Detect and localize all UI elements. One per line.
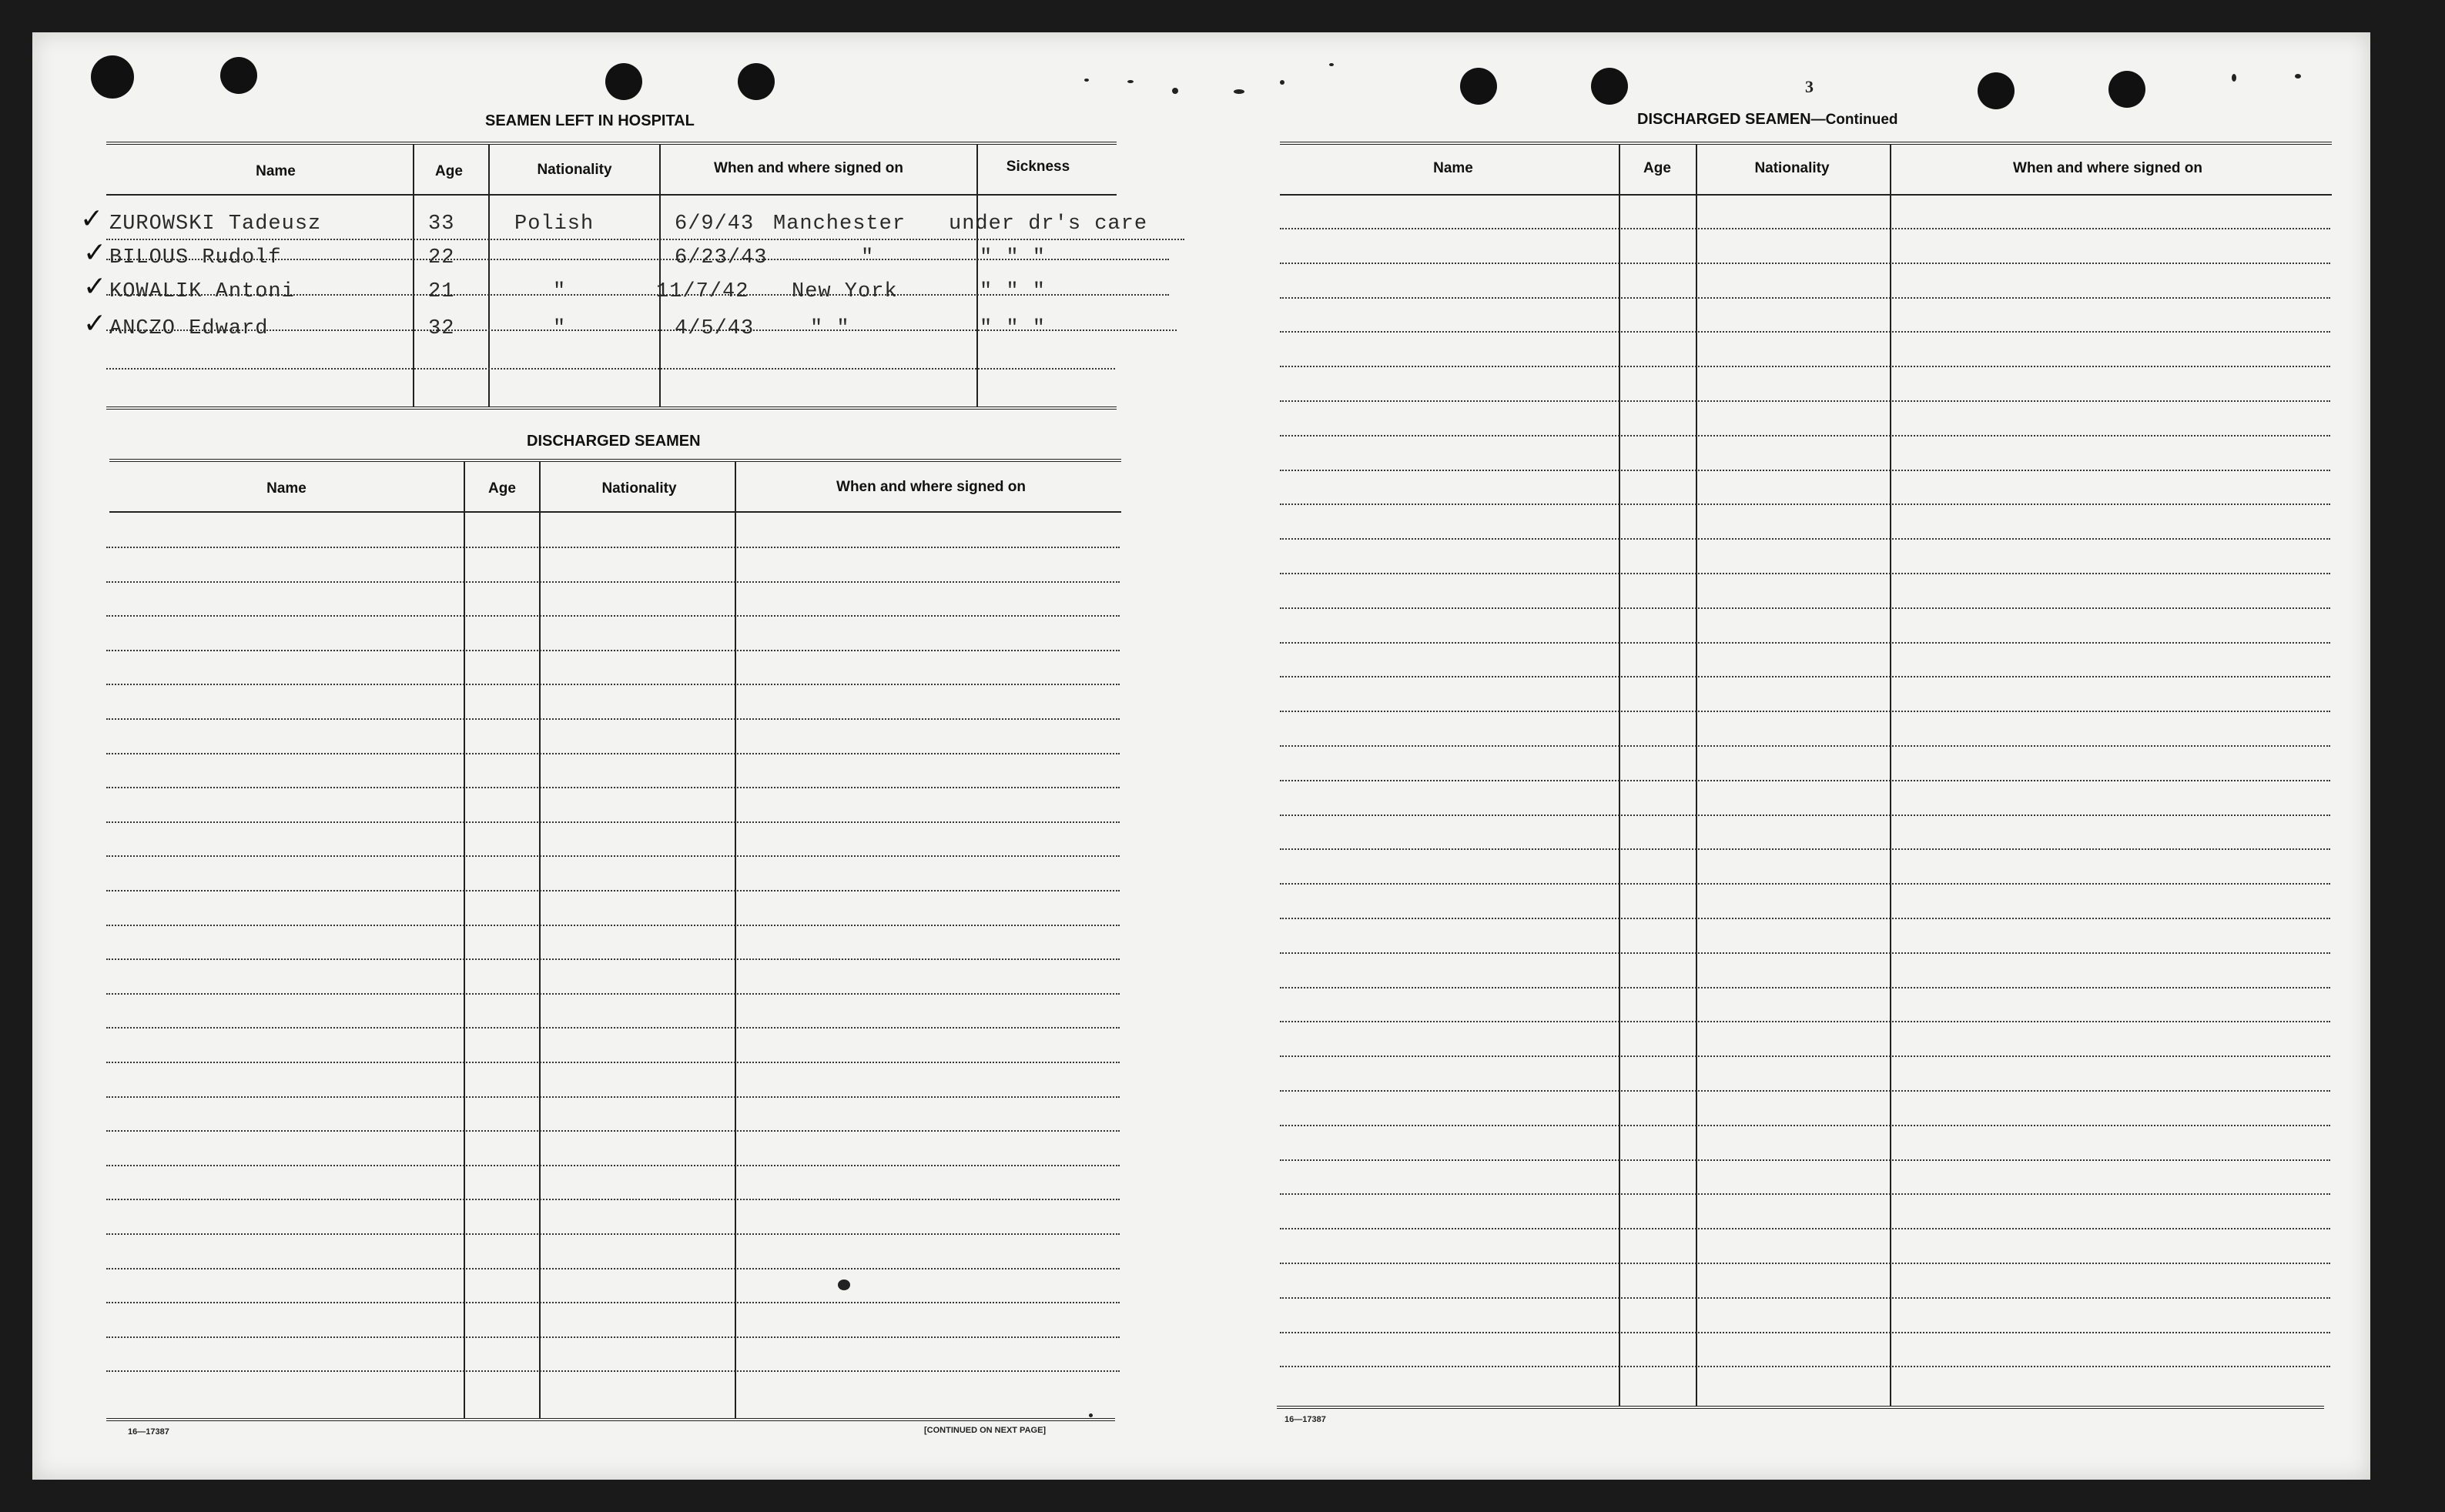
right-header-nationality: Nationality [1754, 160, 1830, 176]
blank-row-line [106, 615, 1120, 617]
hospital-row-sickness: " " " [980, 280, 1047, 303]
page-number: 3 [1805, 77, 1814, 96]
ink-speck [2232, 74, 2236, 82]
ink-speck [1329, 63, 1334, 66]
hospital-row-age: 33 [428, 212, 455, 236]
blank-row-line [1280, 1297, 2330, 1299]
hospital-header-age: Age [435, 163, 463, 179]
hospital-row-signed-place: " [861, 246, 875, 269]
hospital-row-name: ANCZO Edward [109, 317, 269, 340]
discharged-header-signed-on: When and where signed on [836, 479, 1026, 495]
blank-row-line [106, 855, 1120, 857]
blank-row-line [1280, 987, 2330, 988]
blank-row-line [106, 958, 1120, 960]
hospital-col-divider [413, 145, 414, 406]
document-sheet [32, 32, 2370, 1480]
blank-row-line [106, 684, 1120, 685]
blank-row-line [1280, 918, 2330, 919]
blank-row-line [106, 1233, 1120, 1235]
discharged-header-name: Name [266, 480, 306, 497]
blank-row-line [106, 1336, 1120, 1338]
hospital-row-line [106, 368, 1115, 370]
discharged-header-bottom-rule [109, 511, 1121, 513]
blank-row-line [1280, 573, 2330, 574]
hospital-row-sickness: " " " [980, 317, 1047, 340]
discharged-section-title: DISCHARGED SEAMEN [527, 433, 701, 450]
discharged-header-nationality: Nationality [601, 480, 677, 497]
blank-row-line [1280, 1090, 2330, 1092]
discharged-table-top-rule [109, 459, 1121, 462]
hospital-row-name: KOWALIK Antoni [109, 280, 295, 303]
blank-row-line [1280, 815, 2330, 816]
blank-row-line [1280, 400, 2330, 402]
discharged-col-divider [735, 462, 736, 1418]
blank-row-line [1280, 435, 2330, 437]
hospital-section-title: SEAMEN LEFT IN HOSPITAL [485, 112, 695, 129]
blank-row-line [106, 1096, 1120, 1098]
blank-row-line [1280, 676, 2330, 677]
punch-hole [220, 57, 257, 94]
checkmark-icon: ✓ [83, 237, 107, 269]
discharged-col-divider [464, 462, 465, 1418]
discharged-continued-title-main: DISCHARGED SEAMEN [1637, 111, 1811, 128]
discharged-col-divider [539, 462, 541, 1418]
hospital-row-signed-date: 6/23/43 [675, 246, 768, 269]
ink-speck [2295, 74, 2301, 79]
discharged-table-bottom-rule [106, 1418, 1115, 1421]
hospital-row-age: 32 [428, 317, 455, 340]
right-table-bottom-rule [1277, 1406, 2324, 1409]
blank-row-line [1280, 1332, 2330, 1333]
punch-hole [1460, 68, 1497, 105]
blank-row-line [1280, 297, 2330, 299]
blank-row-line [1280, 745, 2330, 747]
ink-speck [1172, 88, 1178, 94]
punch-hole [1591, 68, 1628, 105]
hospital-header-bottom-rule [106, 194, 1117, 196]
hospital-row-nationality: " [553, 280, 567, 303]
blank-row-line [106, 718, 1120, 720]
right-header-signed-on: When and where signed on [2013, 160, 2202, 176]
ink-speck [1127, 80, 1134, 83]
blank-row-line [1280, 1366, 2330, 1367]
blank-row-line [106, 890, 1120, 891]
blank-row-line [106, 993, 1120, 995]
blank-row-line [1280, 1193, 2330, 1195]
checkmark-icon: ✓ [80, 203, 104, 235]
punch-hole [605, 63, 642, 100]
form-number: 16—17387 [1284, 1415, 1326, 1424]
hospital-col-divider [976, 145, 978, 406]
hospital-row-signed-place: New York [792, 280, 898, 303]
ink-speck [838, 1280, 850, 1290]
right-col-divider [1619, 145, 1620, 1406]
discharged-continued-title [1637, 111, 1898, 129]
blank-row-line [1280, 1228, 2330, 1229]
punch-hole [1978, 72, 2015, 109]
checkmark-icon: ✓ [83, 271, 107, 303]
ink-speck [1234, 89, 1244, 94]
punch-hole [2108, 71, 2145, 108]
blank-row-line [106, 1130, 1120, 1132]
blank-row-line [106, 1268, 1120, 1269]
blank-row-line [106, 1199, 1120, 1200]
form-number: 16—17387 [128, 1427, 169, 1437]
blank-row-line [1280, 952, 2330, 954]
blank-row-line [1280, 642, 2330, 644]
right-table-top-rule [1280, 142, 2332, 145]
hospital-header-nationality: Nationality [537, 162, 612, 178]
right-col-divider [1696, 145, 1697, 1406]
hospital-header-signed-on: When and where signed on [714, 160, 903, 176]
blank-row-line [106, 581, 1120, 583]
blank-row-line [1280, 366, 2330, 367]
hospital-row-signed-date: 11/7/42 [656, 280, 749, 303]
hospital-row-signed-place: Manchester [773, 212, 906, 236]
blank-row-line [1280, 263, 2330, 264]
blank-row-line [1280, 848, 2330, 850]
blank-row-line [1280, 503, 2330, 505]
hospital-row-nationality: " [553, 317, 567, 340]
discharged-continued-title-suffix: —Continued [1810, 112, 1898, 128]
ink-speck [1089, 1413, 1093, 1417]
punch-hole [738, 63, 775, 100]
blank-row-line [106, 1302, 1120, 1303]
right-col-divider [1890, 145, 1891, 1406]
punch-hole [91, 55, 134, 99]
blank-row-line [106, 1165, 1120, 1166]
hospital-row-line [106, 239, 1184, 240]
blank-row-line [106, 1027, 1120, 1029]
blank-row-line [1280, 228, 2330, 229]
hospital-header-name: Name [256, 163, 296, 179]
blank-row-line [1280, 607, 2330, 609]
hospital-col-divider [488, 145, 490, 406]
hospital-row-signed-date: 6/9/43 [675, 212, 755, 236]
blank-row-line [106, 1062, 1120, 1063]
hospital-row-age: 21 [428, 280, 455, 303]
blank-row-line [1280, 1263, 2330, 1264]
blank-row-line [1280, 538, 2330, 540]
blank-row-line [1280, 331, 2330, 333]
blank-row-line [106, 650, 1120, 651]
hospital-row-sickness: under dr's care [949, 212, 1148, 236]
checkmark-icon: ✓ [83, 308, 107, 340]
hospital-header-sickness: Sickness [1006, 159, 1070, 175]
blank-row-line [1280, 1125, 2330, 1126]
hospital-row-signed-date: 4/5/43 [675, 317, 755, 340]
hospital-col-divider [659, 145, 661, 406]
right-header-bottom-rule [1280, 194, 2332, 196]
blank-row-line [1280, 883, 2330, 885]
hospital-row-sickness: " " " [980, 246, 1047, 269]
blank-row-line [106, 547, 1120, 548]
right-header-name: Name [1433, 160, 1473, 176]
blank-row-line [106, 787, 1120, 788]
blank-row-line [106, 753, 1120, 754]
hospital-row-signed-place: " " [810, 317, 850, 340]
blank-row-line [1280, 1159, 2330, 1161]
blank-row-line [1280, 780, 2330, 781]
blank-row-line [106, 821, 1120, 823]
hospital-table-top-rule [106, 142, 1117, 145]
blank-row-line [1280, 711, 2330, 712]
ink-speck [1280, 80, 1284, 85]
blank-row-line [1280, 1055, 2330, 1057]
continued-note: [CONTINUED ON NEXT PAGE] [924, 1426, 1047, 1435]
hospital-row-nationality: Polish [514, 212, 595, 236]
discharged-header-age: Age [488, 480, 516, 497]
blank-row-line [1280, 470, 2330, 471]
blank-row-line [1280, 1021, 2330, 1022]
hospital-row-name: ZUROWSKI Tadeusz [109, 212, 322, 236]
hospital-table-bottom-rule [106, 406, 1117, 410]
hospital-row-name: BILOUS Rudolf [109, 246, 282, 269]
blank-row-line [106, 1370, 1120, 1372]
ink-speck [1084, 79, 1089, 82]
right-header-age: Age [1643, 160, 1671, 176]
hospital-row-age: 22 [428, 246, 455, 269]
blank-row-line [106, 925, 1120, 926]
